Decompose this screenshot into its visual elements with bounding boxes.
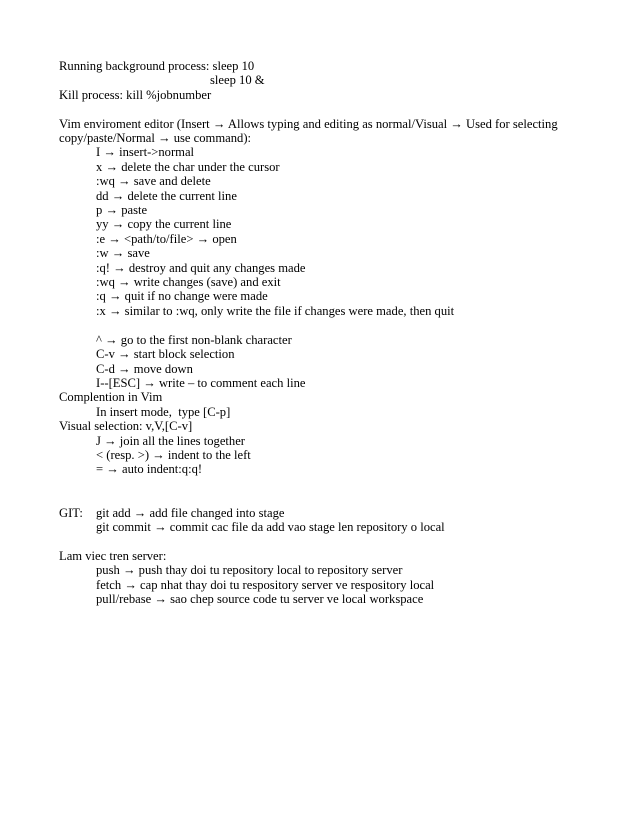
git-label: GIT: bbox=[59, 505, 83, 520]
vim-motion-item: C-d → move down bbox=[96, 361, 193, 376]
vim-intro: Vim enviroment editor (Insert → Allows typing and editing as normal/Visual → Used for selecting copy/paste/Normal → use command): bbox=[59, 116, 558, 146]
server-item: pull/rebase → sao chep source code tu server ve local workspace bbox=[96, 591, 424, 606]
vim-command-item: yy → copy the current line bbox=[96, 217, 232, 232]
visual-selection-heading: Visual selection: v,V,[C-v] bbox=[59, 419, 193, 434]
vim-command-item: :q! → destroy and quit any changes made bbox=[96, 260, 306, 275]
completion-item: In insert mode, type [C-p] bbox=[96, 404, 231, 419]
vim-motion-item: ^ → go to the first non-blank character bbox=[96, 332, 292, 347]
vim-command-item: :x → similar to :wq, only write the file if changes were made, then quit bbox=[96, 303, 455, 318]
kill-process-line: Kill process: kill %jobnumber bbox=[59, 87, 212, 102]
spacer bbox=[59, 491, 579, 505]
document-body bbox=[59, 59, 579, 606]
bg-process-line: Running background process: sleep 10 bbox=[59, 59, 255, 73]
server-item: fetch → cap nhat thay doi tu respository server ve respository local bbox=[96, 577, 435, 592]
server-item: push → push thay doi tu repository local to repository server bbox=[96, 563, 403, 578]
git-item: git commit → commit cac file da add vao stage len repository o local bbox=[96, 519, 445, 534]
vim-command-item: I → insert->normal bbox=[96, 145, 195, 160]
server-heading: Lam viec tren server: bbox=[59, 548, 167, 563]
vim-command-item: :q → quit if no change were made bbox=[96, 289, 268, 304]
git-item: git add → add file changed into stage bbox=[96, 505, 285, 520]
spacer bbox=[59, 534, 579, 548]
spacer bbox=[59, 318, 579, 332]
git-section bbox=[59, 506, 579, 520]
vim-command-item: p → paste bbox=[96, 203, 148, 218]
completion-heading: Complention in Vim bbox=[59, 390, 163, 405]
vim-motion-item: I--[ESC] → write – to comment each line bbox=[96, 375, 306, 390]
vim-command-item: dd → delete the current line bbox=[96, 188, 237, 203]
spacer bbox=[59, 477, 579, 491]
vim-command-item: x → delete the char under the cursor bbox=[96, 159, 280, 174]
bg-process-example: sleep 10 & bbox=[210, 73, 265, 88]
vim-command-item: :wq → write changes (save) and exit bbox=[96, 275, 281, 290]
vim-command-item: :w → save bbox=[96, 246, 150, 261]
visual-item: < (resp. >) → indent to the left bbox=[96, 447, 251, 462]
vim-command-item: :wq → save and delete bbox=[96, 174, 211, 189]
vim-command-item: :e → <path/to/file> → open bbox=[96, 231, 237, 246]
vim-motion-item: C-v → start block selection bbox=[96, 347, 235, 362]
visual-item: J → join all the lines together bbox=[96, 433, 245, 448]
spacer bbox=[59, 102, 579, 116]
visual-item: = → auto indent:q:q! bbox=[96, 462, 203, 477]
